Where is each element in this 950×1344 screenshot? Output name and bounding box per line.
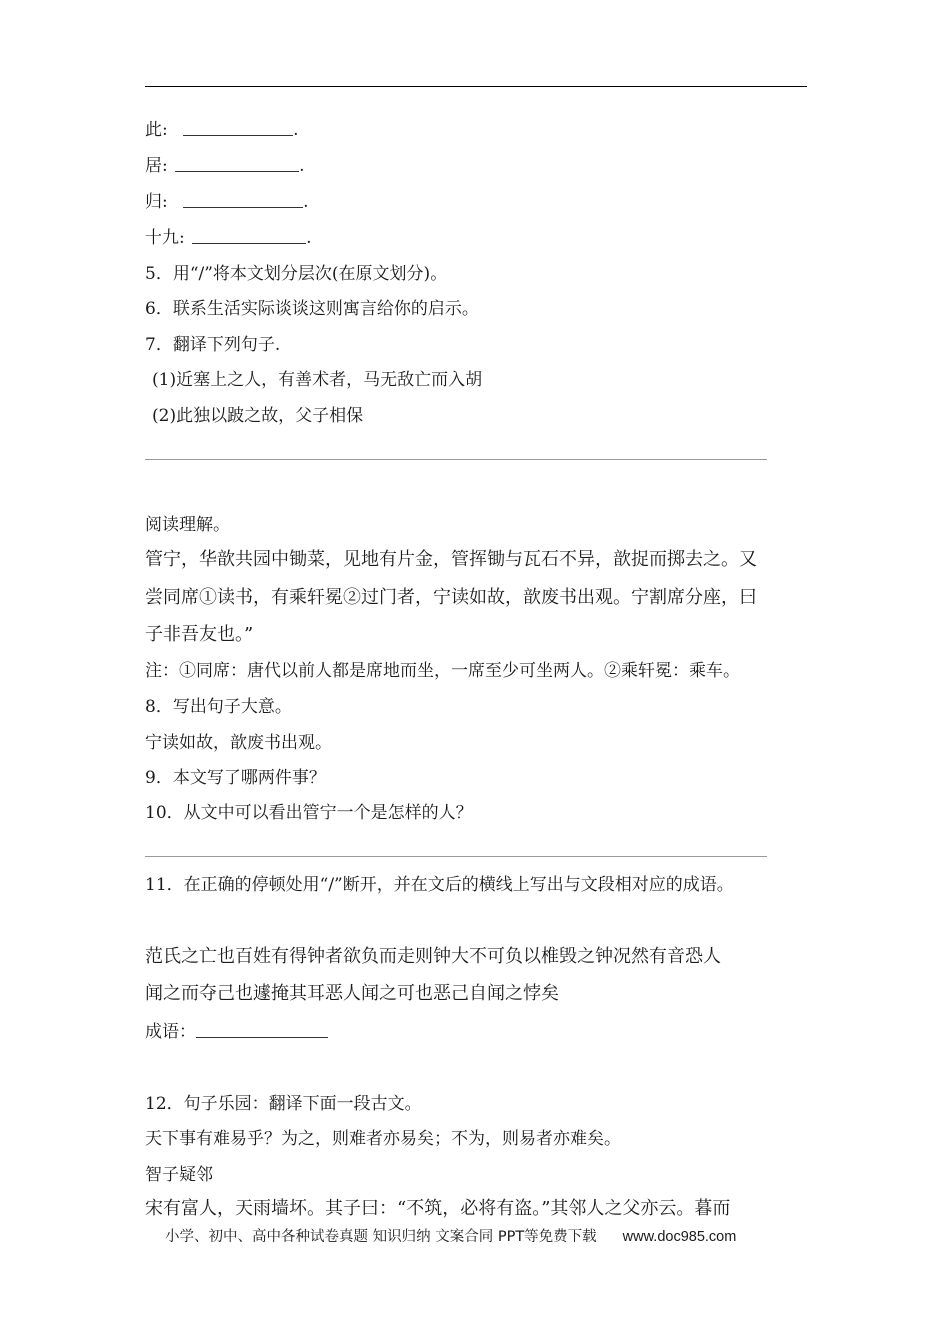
gui-label: 归: [145,192,168,212]
q11-passage-line-1: 范氏之亡也百姓有得钟者欲负而走则钟大不可负以椎毁之钟况然有音恐人 [145,946,721,967]
idiom-answer-blank[interactable] [196,1023,328,1038]
page-footer [165,1227,736,1247]
question-10: 10．从文中可以看出管宁一个是怎样的人？ [145,803,473,823]
ci-line [145,119,299,141]
passage-note: 注：①同席：唐代以前人都是席地而坐，一席至少可坐两人。②乘轩冕：乘车。 [145,661,740,681]
question-12-sentence: 天下事有难易乎？为之，则难者亦易矣；不为，则易者亦难矣。 [145,1129,621,1149]
q11-passage-line-2: 闻之而夺己也遽掩其耳恶人闻之可也恶己自闻之悖矣 [145,983,559,1004]
ju-label: 居: [145,156,168,176]
shijiu-label: 十九: [145,228,185,248]
gui-period: . [303,192,309,212]
question-6: 6．联系生活实际谈谈这则寓言给你的启示。 [145,299,479,319]
ju-answer-blank[interactable] [175,157,299,172]
question-8-sentence: 宁读如故，歆废书出观。 [145,733,332,753]
section-divider [145,459,767,460]
shijiu-period: . [306,228,312,248]
question-7-sentence-2: (2)此独以跛之故，父子相保 [152,406,364,426]
story-title: 智子疑邻 [145,1165,213,1185]
question-8: 8．写出句子大意。 [145,697,292,717]
ci-label: 此: [145,120,168,140]
shijiu-line [145,227,312,249]
ci-answer-blank[interactable] [183,121,293,136]
ci-period: . [293,120,299,140]
header-rule [145,86,807,87]
story-line-1: 宋有富人，天雨墙坏。其子曰：“不筑，必将有盗。”其邻人之父亦云。暮而 [145,1198,731,1219]
shijiu-answer-blank[interactable] [192,229,306,244]
idiom-label: 成语： [145,1022,196,1042]
section-divider [145,856,767,857]
ju-period: . [299,156,305,176]
question-9: 9．本文写了哪两件事？ [145,768,326,788]
question-11: 11．在正确的停顿处用“/”断开，并在文后的横线上写出与文段相对应的成语。 [145,875,734,895]
footer-url[interactable]: www.doc985.com [622,1229,737,1245]
gui-line [145,191,309,213]
idiom-line [145,1021,328,1043]
question-5: 5．用“/”将本文划分层次(在原文划分)。 [145,264,448,284]
footer-text: 小学、初中、高中各种试卷真题 知识归纳 文案合同 PPT等免费下载 [165,1229,597,1245]
reading-title: 阅读理解。 [145,515,230,535]
ju-line [145,155,305,177]
question-7: 7．翻译下列句子. [145,335,281,355]
question-12: 12．句子乐园：翻译下面一段古文。 [145,1094,422,1114]
passage-line-1: 管宁，华歆共园中锄菜，见地有片金，管挥锄与瓦石不异，歆捉而掷去之。又 [145,549,757,570]
passage-line-3: 子非吾友也。” [145,624,254,645]
passage-line-2: 尝同席①读书，有乘轩冕②过门者，宁读如故，歆废书出观。宁割席分座，曰 [145,587,757,608]
gui-answer-blank[interactable] [183,193,303,208]
question-7-sentence-1: (1)近塞上之人，有善术者，马无敌亡而入胡 [152,370,483,390]
